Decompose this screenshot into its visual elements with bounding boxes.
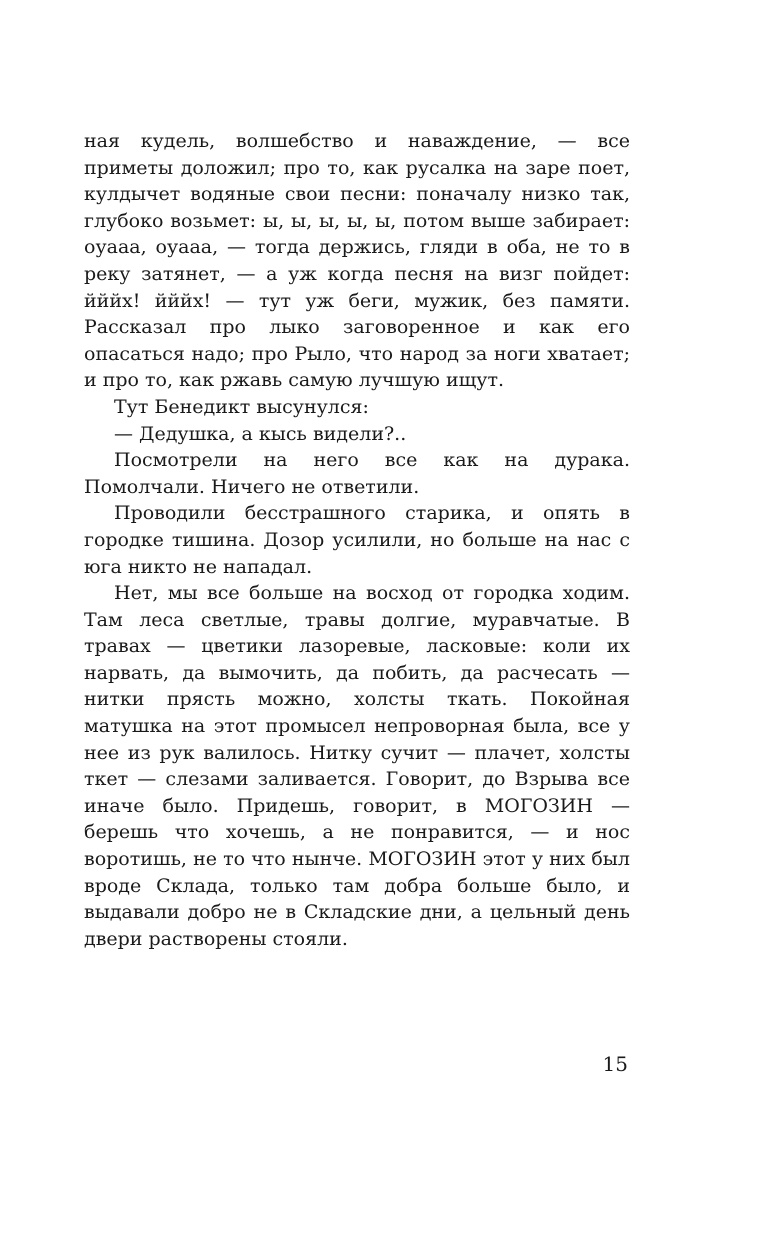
page-body-text (84, 128, 630, 952)
paragraph-dialogue: — Дедушка, а кысь видели?.. (114, 422, 407, 445)
paragraph: Нет, мы все больше на восход от городка ходим. Там леса светлые, травы долгие, муравчатые. В травах — цветики лазоревые, ласковые: коли их нарвать, да вымочить, да побить, да расчесать — нитки прясть можно, холсты ткать. Покойная матушка на этот промысел непроворная была, все у нее из рук валилось. Нитку сучит — плачет, холсты ткет — слезами заливается. Говорит, до Взрыва все иначе было. Придешь, говорит, в МОГОЗИН — берешь что хочешь, а не понравится, — и нос воротишь, не то что нынче. МОГОЗИН этот у них был вроде Склада, только там добра больше было, и выдавали добро не в Складские дни, а цельный день двери растворены стояли. (84, 582, 630, 950)
paragraph-continued: ная кудель, волшебство и наваждение, — все приметы доложил; про то, как русалка на заре поет, кулдычет водяные свои песни: поначалу низко так, глубоко возьмет: ы, ы, ы, ы, ы, потом выше забирает: оуааа, оуааа, — тогда держись, гляди в оба, не то в реку затянет, — а уж когда песня на визг пойдет: йййх! йййх! — тут уж беги, мужик, без памяти. Рассказал про лыко заговоренное и как его опасаться надо; про Рыло, что народ за ноги хватает; и про то, как ржавь самую лучшую ищут. (84, 130, 630, 392)
paragraph: Проводили бесстрашного старика, и опять в городке тишина. Дозор усилили, но больше на нас с юга никто не нападал. (84, 502, 630, 578)
paragraph: Посмотрели на него все как на дурака. Помолчали. Ничего не ответили. (84, 449, 630, 498)
paragraph: Тут Бенедикт высунулся: (114, 395, 369, 418)
page-number: 15 (602, 1052, 628, 1076)
